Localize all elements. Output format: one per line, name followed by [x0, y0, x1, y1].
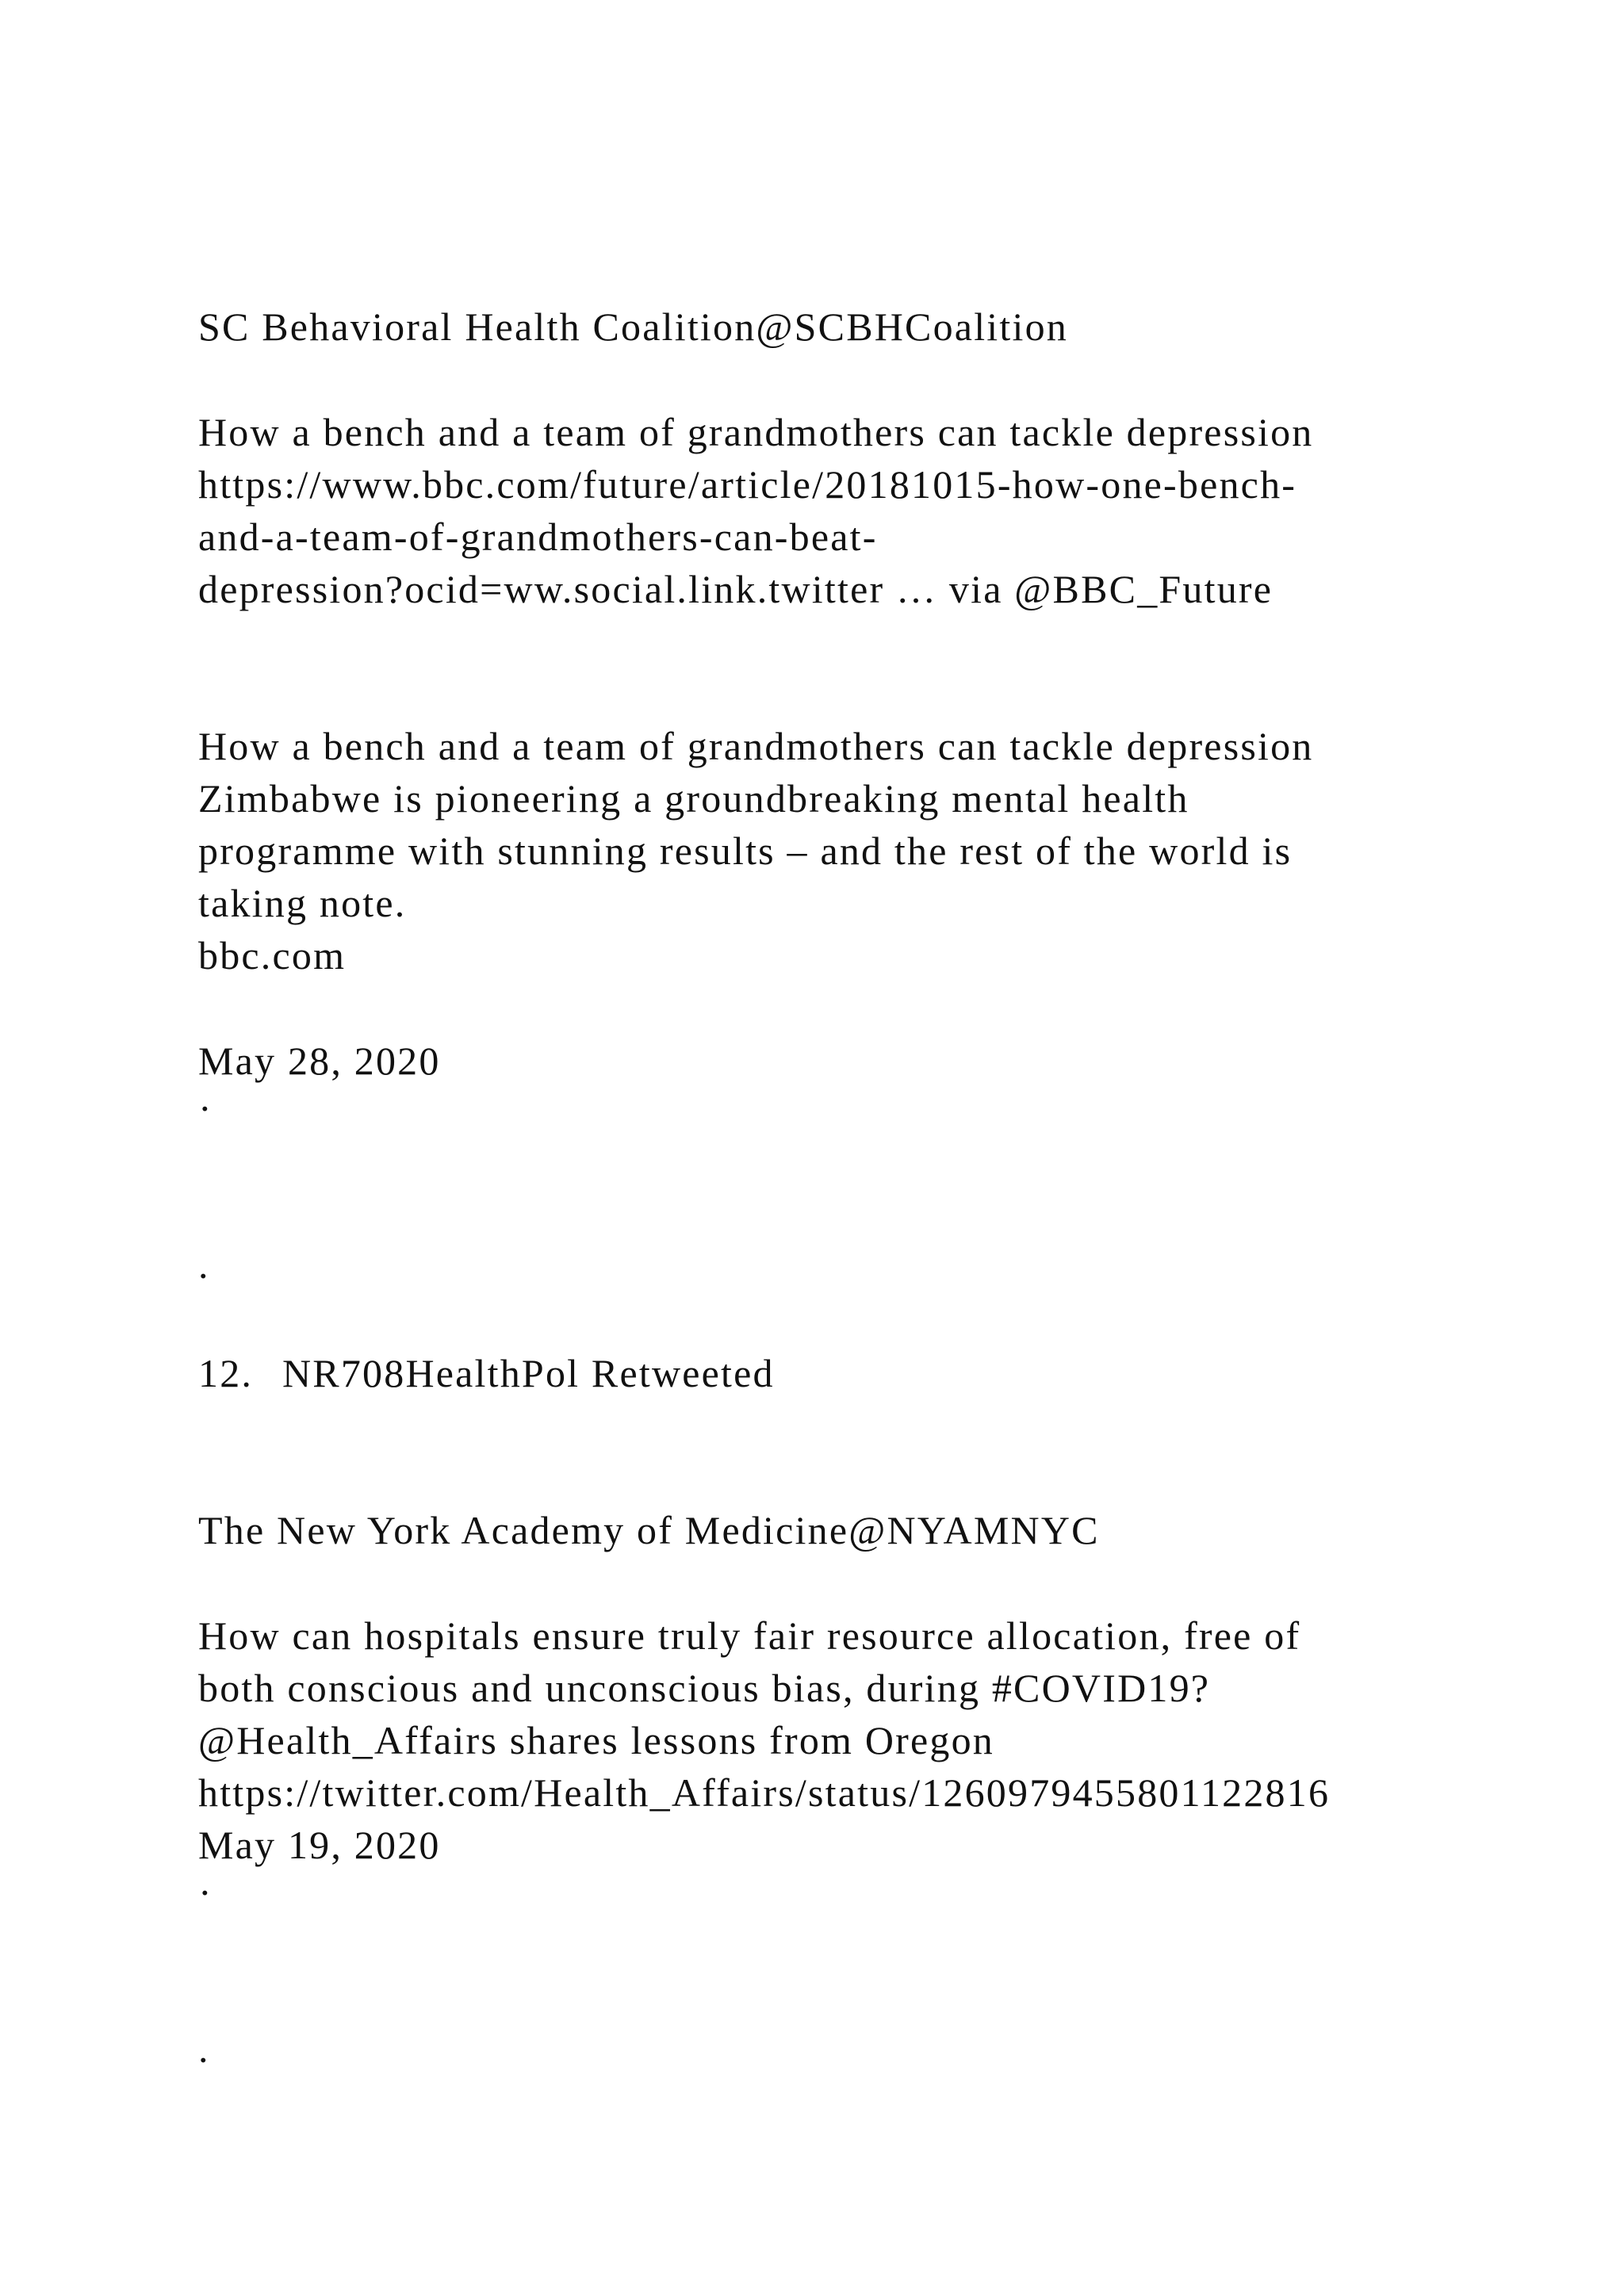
separator-dot: ·	[198, 1870, 212, 1915]
tweet-date[interactable]: May 19, 2020	[198, 1823, 441, 1867]
tweet-text-line: @Health_Affairs shares lessons from Oregon	[198, 1718, 994, 1762]
tweet-link-line[interactable]: depression?ocid=ww.social.link.twitter … via @BBC_Future	[198, 567, 1274, 611]
tweet-date[interactable]: May 28, 2020	[198, 1039, 441, 1083]
separator-dot: .	[198, 2026, 209, 2071]
tweet-author[interactable]: SC Behavioral Health Coalition@SCBHCoalition	[198, 304, 1068, 349]
list-number: 12.	[198, 1351, 254, 1395]
link-card-description: taking note.	[198, 881, 407, 925]
separator-dot: .	[198, 1242, 209, 1287]
separator-dot: ·	[198, 1086, 212, 1131]
link-card-domain[interactable]: bbc.com	[198, 933, 347, 978]
tweet-text-line: How can hospitals ensure truly fair resource allocation, free of	[198, 1613, 1301, 1658]
tweet-author[interactable]: The New York Academy of Medicine@NYAMNYC	[198, 1508, 1100, 1552]
retweeted-label[interactable]: NR708HealthPol Retweeted	[282, 1351, 775, 1395]
tweet-text-line: both conscious and unconscious bias, during #COVID19?	[198, 1666, 1211, 1710]
list-item-retweeted	[198, 1347, 775, 1399]
tweet-link-line[interactable]: and-a-team-of-grandmothers-can-beat-	[198, 515, 878, 559]
tweet-text-line: How a bench and a team of grandmothers can tackle depression	[198, 410, 1314, 454]
link-card-description: Zimbabwe is pioneering a groundbreaking mental health	[198, 776, 1189, 821]
tweet-link-line[interactable]: https://www.bbc.com/future/article/20181015-how-one-bench-	[198, 462, 1297, 507]
tweet-link-line[interactable]: https://twitter.com/Health_Affairs/status/1260979455801122816	[198, 1770, 1331, 1815]
link-card-description: programme with stunning results – and the rest of the world is	[198, 828, 1293, 873]
link-card-title[interactable]: How a bench and a team of grandmothers can tackle depression	[198, 724, 1314, 768]
